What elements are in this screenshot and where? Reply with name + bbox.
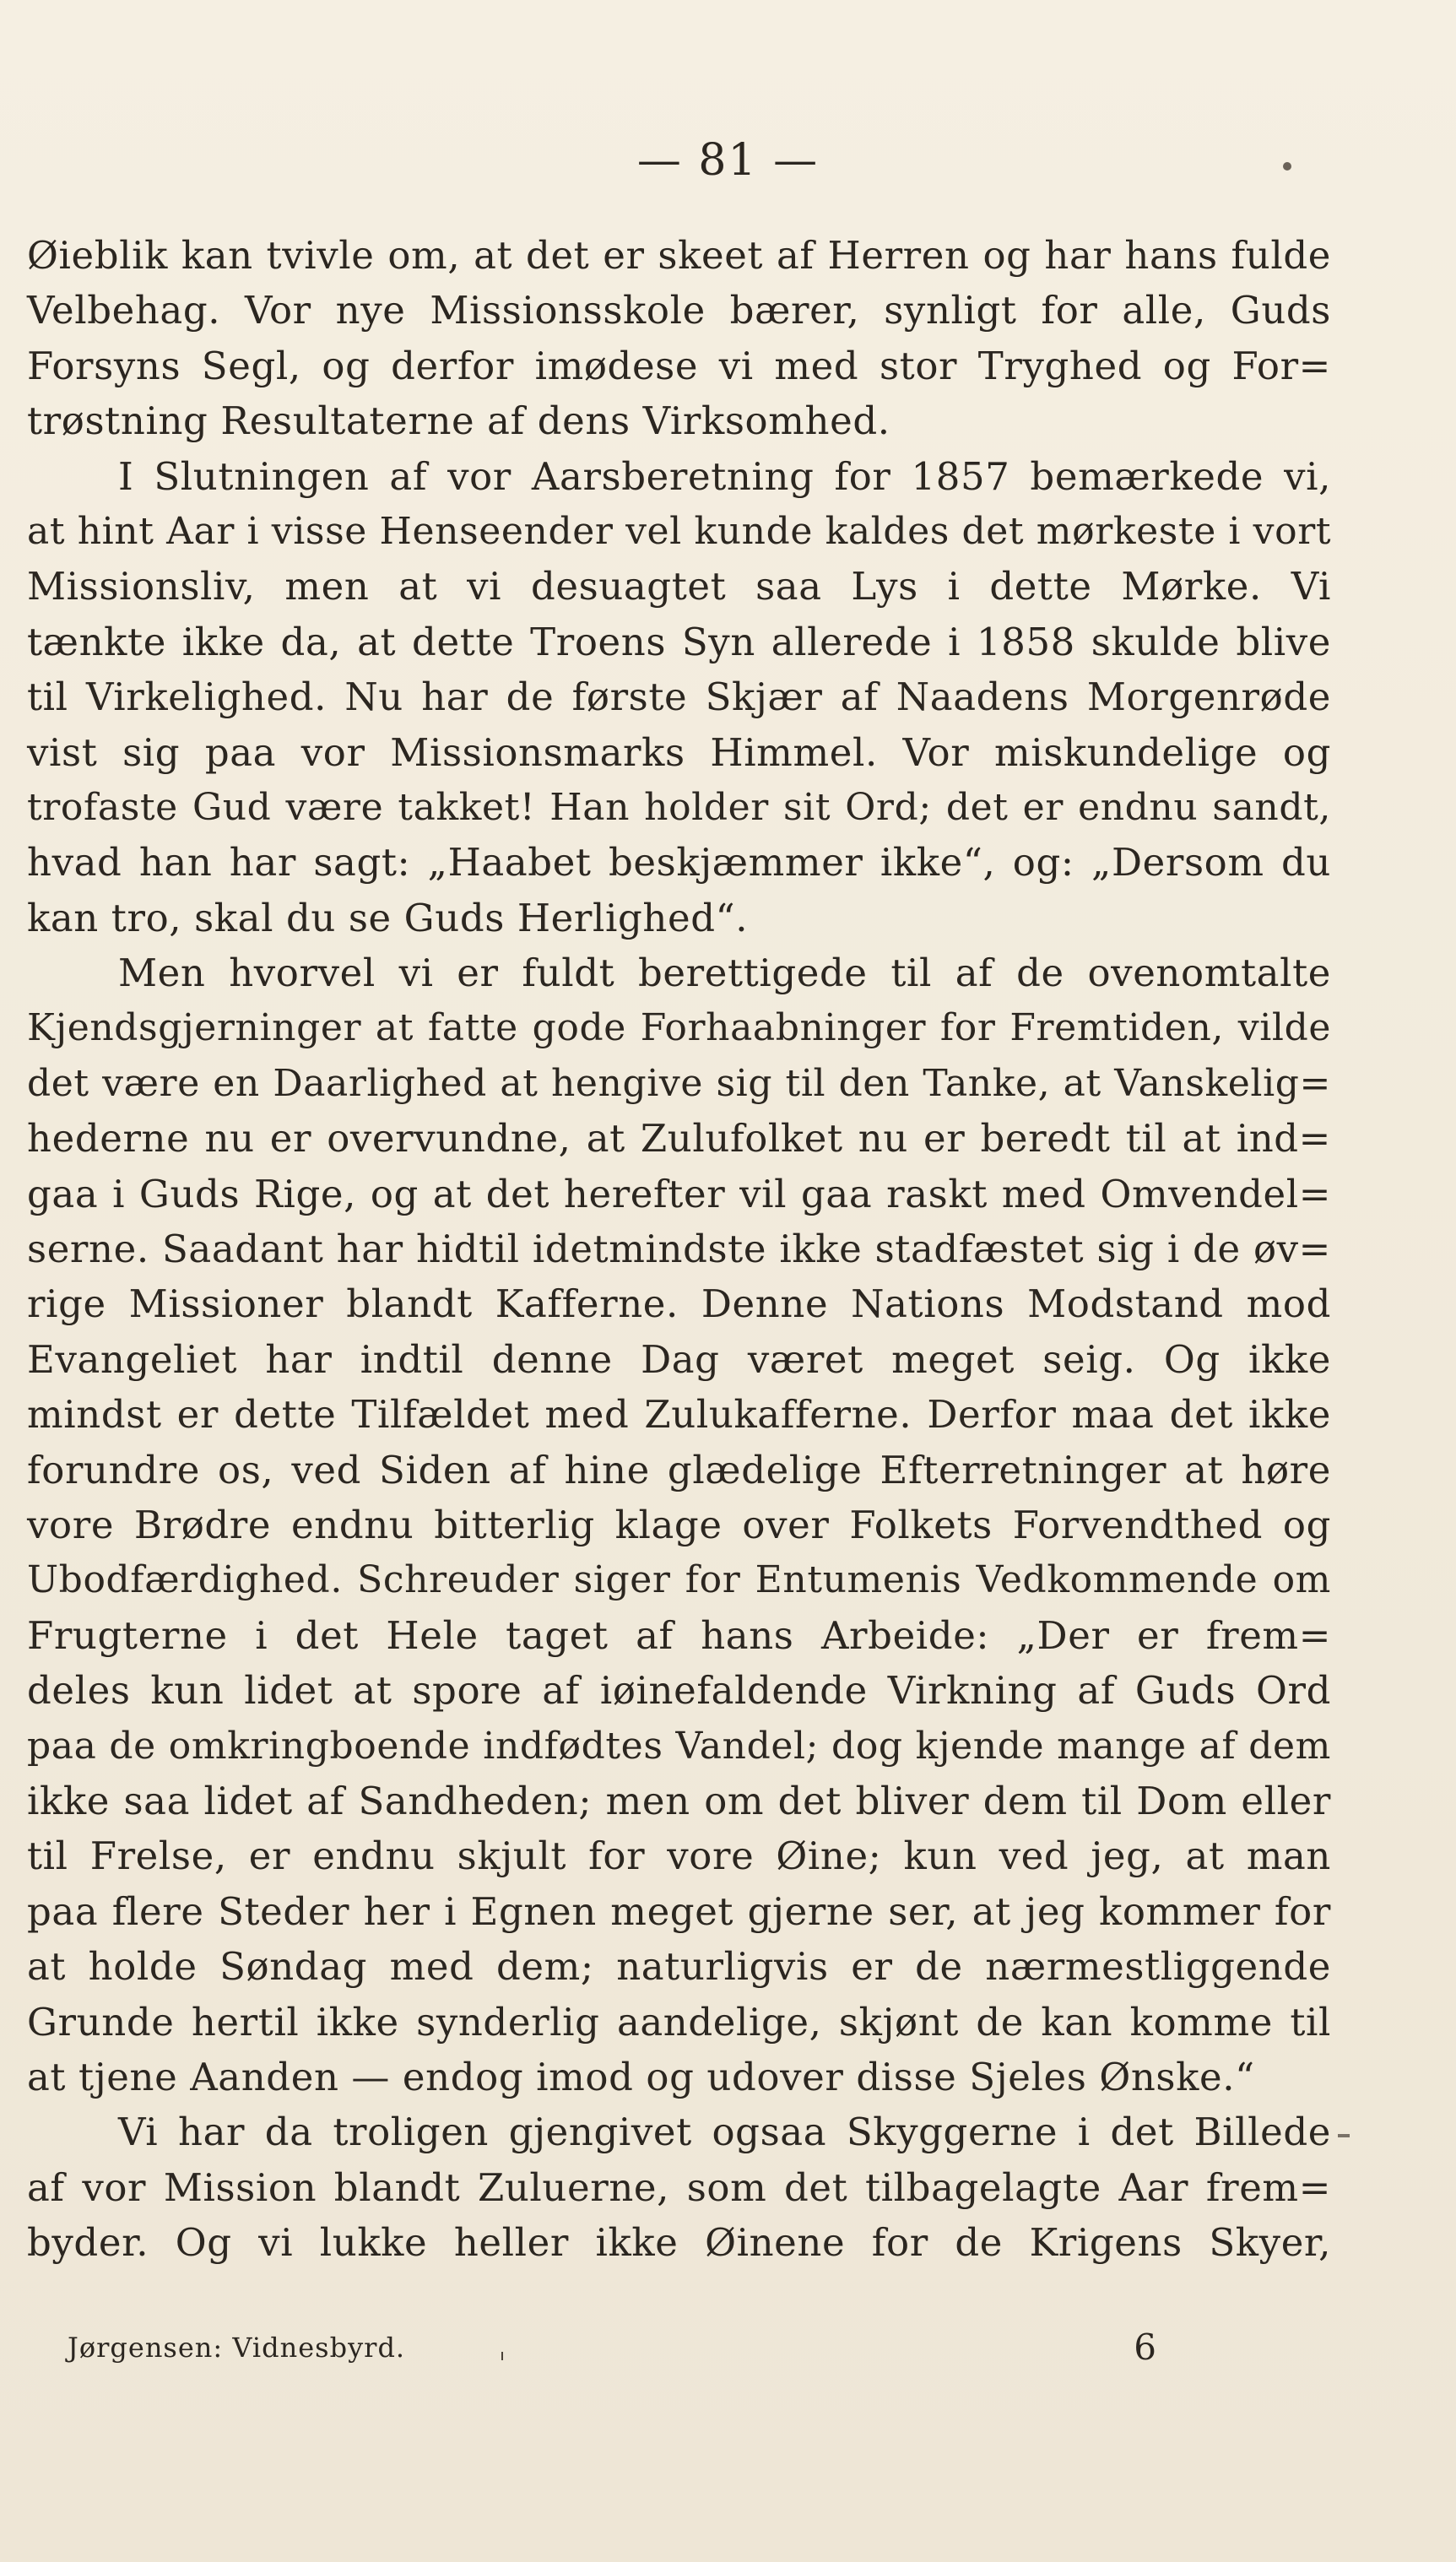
text-line: trofaste Gud være takket! Han holder sit Ord; det er endnu sandt,: [27, 785, 1331, 829]
body-text: [27, 228, 1331, 2270]
text-line: deles kun lidet at spore af iøinefaldende Virkning af Guds Ord: [27, 1668, 1331, 1714]
text-line: det være en Daarlighed at hengive sig til den Tanke, at Vanskelig=: [27, 1061, 1331, 1105]
text-line: I Slutningen af vor Aarsberetning for 1857 bemærkede vi,: [118, 453, 1331, 499]
text-line: hvad han har sagt: „Haabet beskjæmmer ikke“, og: „Dersom du: [27, 840, 1331, 886]
text-line: at tjene Aanden — endog imod og udover disse Sjeles Ønske.“: [27, 2054, 1255, 2099]
text-line: Evangeliet har indtil denne Dag været meget seig. Og ikke: [27, 1336, 1331, 1382]
text-line: rige Missioner blandt Kafferne. Denne Nations Modstand mod: [27, 1281, 1331, 1327]
text-line: til Virkelighed. Nu har de første Skjær af Naadens Morgenrøde: [27, 674, 1331, 720]
text-line: hederne nu er overvundne, at Zulufolket nu er beredt til at ind=: [27, 1116, 1331, 1162]
text-line: mindst er dette Tilfældet med Zulukafferne. Derfor maa det ikke: [27, 1392, 1331, 1438]
text-line: forundre os, ved Siden af hine glædelige Efterretninger at høre: [27, 1447, 1331, 1492]
text-line: paa de omkringboende indfødtes Vandel; dog kjende mange af dem: [27, 1724, 1331, 1768]
text-line: paa flere Steder her i Egnen meget gjerne ser, at jeg kommer for: [27, 1888, 1331, 1934]
text-line: vore Brødre endnu bitterlig klage over Folkets Forvendthed og: [27, 1502, 1331, 1547]
margin-mark: [1338, 2134, 1350, 2137]
ink-spot: [1283, 162, 1291, 171]
text-line: at holde Søndag med dem; naturligvis er de nærmestliggende: [27, 1944, 1331, 1990]
text-line: trøstning Resultaterne af dens Virksomhed.: [27, 398, 890, 444]
text-line: serne. Saadant har hidtil idetmindste ikke stadfæstet sig i de øv=: [27, 1227, 1331, 1272]
page-number-header: — 81 —: [636, 135, 820, 186]
text-line: Forsyns Segl, og derfor imødese vi med stor Tryghed og For=: [27, 343, 1331, 388]
text-line: Velbehag. Vor nye Missionsskole bærer, synligt for alle, Guds: [27, 288, 1331, 333]
text-line: Missionsliv, men at vi desuagtet saa Lys i dette Mørke. Vi: [27, 564, 1331, 609]
text-line: at hint Aar i visse Henseender vel kunde kaldes det mørkeste i vort: [27, 509, 1332, 553]
text-line: Ubodfærdighed. Schreuder siger for Entumenis Vedkommende om: [27, 1558, 1331, 1602]
text-line: tænkte ikke da, at dette Troens Syn allerede i 1858 skulde blive: [27, 619, 1331, 664]
text-line: gaa i Guds Rige, og at det herefter vil gaa raskt med Omvendel=: [27, 1171, 1331, 1216]
sheet-number: 6: [1134, 2326, 1156, 2368]
text-line: byder. Og vi lukke heller ikke Øinene for de Krigens Skyer,: [27, 2220, 1331, 2266]
footer-tick-mark: [501, 2352, 503, 2360]
text-line: Kjendsgjerninger at fatte gode Forhaabninger for Fremtiden, vilde: [27, 1006, 1331, 1050]
text-line: Øieblik kan tvivle om, at det er skeet af Herren og har hans fulde: [27, 233, 1331, 278]
text-line: af vor Mission blandt Zuluerne, som det tilbagelagte Aar frem=: [27, 2164, 1331, 2210]
page-footer: [68, 2326, 1156, 2374]
text-line: Men hvorvel vi er fuldt berettigede til af de ovenomtalte: [118, 951, 1331, 996]
text-line: vist sig paa vor Missionsmarks Himmel. Vor miskundelige og: [27, 729, 1331, 775]
text-line: til Frelse, er endnu skjult for vore Øine; kun ved jeg, at man: [27, 1833, 1331, 1879]
text-line: kan tro, skal du se Guds Herlighed“.: [27, 895, 749, 940]
text-line: Grunde hertil ikke synderlig aandelige, skjønt de kan komme til: [27, 1999, 1331, 2045]
text-line: Frugterne i det Hele taget af hans Arbeide: „Der er frem=: [27, 1612, 1331, 1658]
text-line: ikke saa lidet af Sandheden; men om det bliver dem til Dom eller: [27, 1778, 1331, 1823]
text-line: Vi har da troligen gjengivet ogsaa Skyggerne i det Billede: [118, 2110, 1331, 2155]
footer-signature: Jørgensen: Vidnesbyrd.: [68, 2332, 406, 2364]
